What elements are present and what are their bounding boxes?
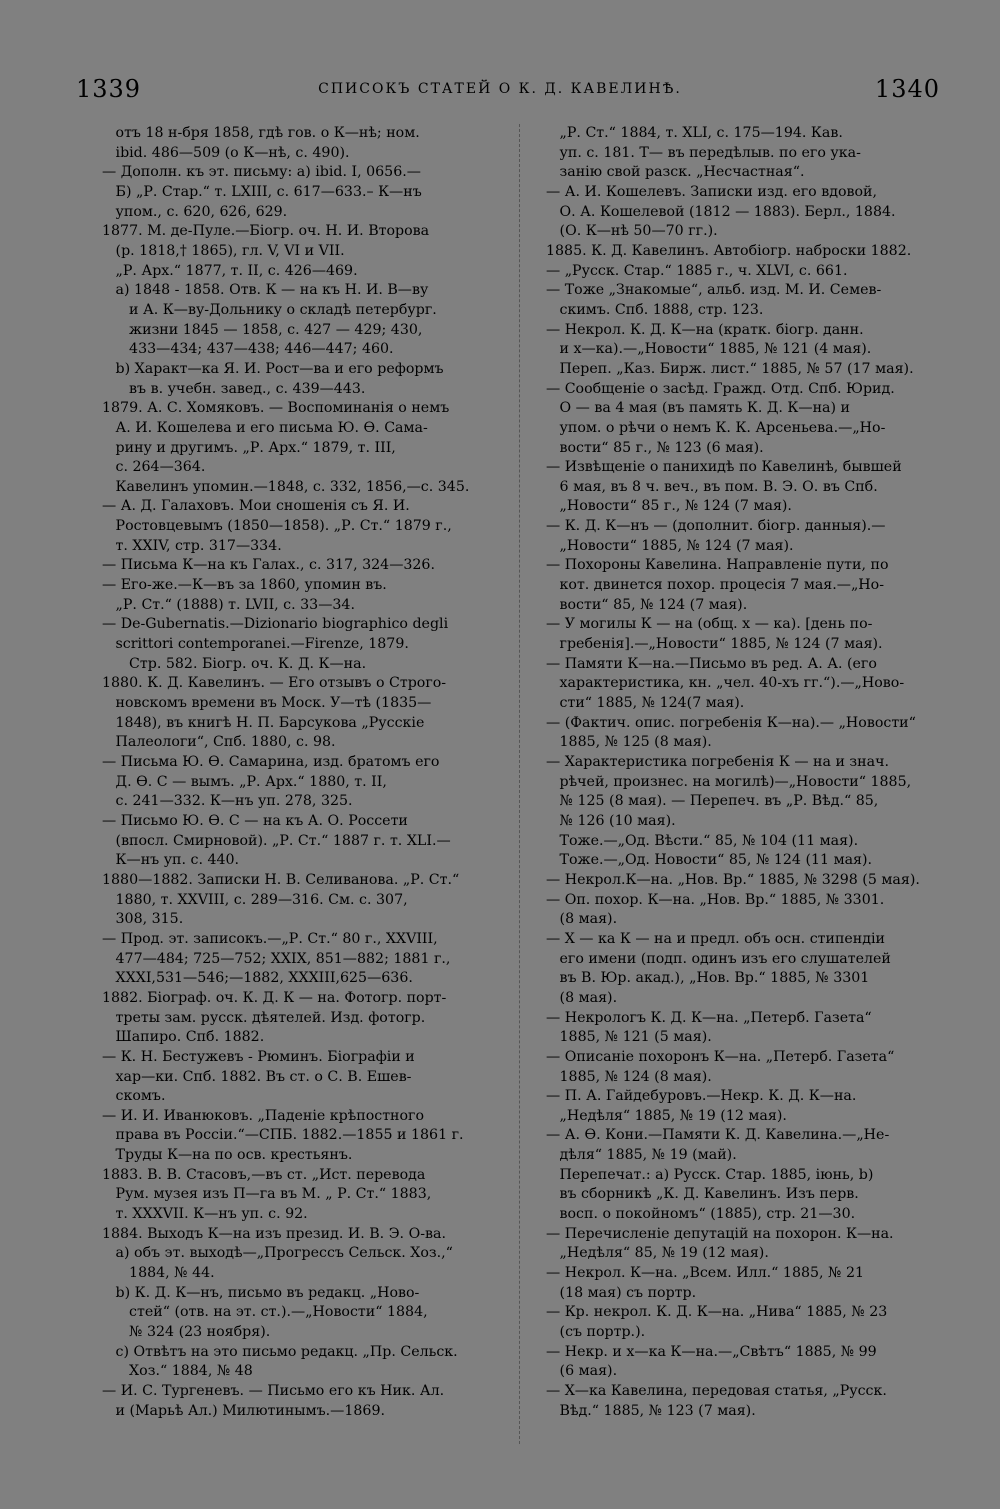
- text-line: вости“ 85 г., № 123 (6 мая).: [546, 439, 764, 456]
- column-divider: [519, 124, 520, 1444]
- text-line: 1885. К. Д. Кавелинъ. Автобіогр. наброски 1882.: [546, 242, 912, 259]
- text-line: „Новости“ 1885, № 124 (7 мая).: [546, 537, 794, 554]
- text-line: 1880—1882. Записки Н. В. Селиванова. „Р. Ст.“: [102, 871, 460, 888]
- text-line: 1884. Выходъ К—на изъ презид. И. В. Э. О-ва.: [102, 1225, 446, 1242]
- text-line: — Некрол. К. Д. К—на (кратк. біогр. данн.: [546, 321, 864, 338]
- text-line: сти“ 1885, № 124(7 мая).: [546, 695, 745, 712]
- text-line: — Письма К—на къ Галах., с. 317, 324—326.: [102, 557, 435, 574]
- text-line: характеристика, кн. „чел. 40-хъ гг.“).—„Ново-: [546, 675, 905, 692]
- text-line: и х—ка).—„Новости“ 1885, № 121 (4 мая).: [546, 341, 872, 358]
- text-line: 1879. А. С. Хомяковъ. — Воспоминанія о немъ: [102, 400, 450, 417]
- text-line: 1883. В. В. Стасовъ,—въ ст. „Ист. перевода: [102, 1166, 426, 1183]
- text-line: т. XXIV, стр. 317—334.: [102, 537, 282, 554]
- text-line: XXXI,531—546;—1882, XXXIII,625—636.: [102, 970, 413, 987]
- text-line: а) объ эт. выходѣ—„Прогрессъ Сельск. Хоз.,“: [102, 1245, 453, 1262]
- text-line: 1848), въ книгѣ Н. П. Барсукова „Русскіе: [102, 714, 425, 731]
- text-line: — Похороны Кавелина. Направленіе пути, по: [546, 557, 889, 574]
- text-line: (8 мая).: [546, 911, 618, 928]
- text-line: жизни 1845 — 1858, с. 427 — 429; 430,: [102, 321, 423, 338]
- text-line: скимъ. Спб. 1888, стр. 123.: [546, 301, 764, 318]
- text-line: и (Марьѣ Ал.) Милютинымъ.—1869.: [102, 1402, 385, 1419]
- text-line: — Характеристика погребенія К — на и знач.: [546, 754, 889, 770]
- text-line: — И. И. Иванюковъ. „Паденіе крѣпостного: [102, 1107, 425, 1124]
- text-line: „Р. Ст.“ (1888) т. LVII, с. 33—34.: [102, 596, 355, 613]
- text-line: Хоз.“ 1884, № 48: [102, 1363, 253, 1380]
- text-line: Тоже.—„Од. Новости“ 85, № 124 (11 мая).: [546, 852, 873, 869]
- running-title: СПИСОКЪ СТАТЕЙ О К. Д. КАВЕЛИНѢ.: [318, 81, 682, 97]
- text-line: — П. А. Гайдебуровъ.—Некр. К. Д. К—на.: [546, 1088, 857, 1105]
- text-line: А. И. Кошелева и его письма Ю. Ѳ. Сама-: [102, 419, 428, 436]
- text-line: новскомъ времени въ Моск. У—тѣ (1835—: [102, 695, 432, 712]
- text-line: Стр. 582. Біогр. оч. К. Д. К—на.: [102, 655, 367, 672]
- text-line: c) Отвѣтъ на это письмо редакц. „Пр. Сельск.: [102, 1343, 458, 1360]
- text-line: b) К. Д. К—нъ, письмо въ редакц. „Ново-: [102, 1284, 420, 1301]
- text-line: хар—ки. Спб. 1882. Въ ст. о С. В. Ешев-: [102, 1068, 412, 1085]
- text-line: упом., с. 620, 626, 629.: [102, 203, 288, 220]
- text-line: 6 мая, въ 8 ч. веч., въ пом. В. Э. О. въ Спб.: [546, 478, 878, 495]
- text-line: (О. К—нѣ 50—70 гг.).: [546, 223, 718, 240]
- text-line: 1882. Біограф. оч. К. Д. К — на. Фотогр. порт-: [102, 989, 447, 1006]
- text-line: О — ва 4 мая (въ память К. Д. К—на) и: [546, 400, 850, 417]
- right-column: [546, 124, 944, 1421]
- text-line: „Недѣля“ 1885, № 19 (12 мая).: [546, 1107, 787, 1124]
- right-page-number: 1340: [874, 75, 940, 103]
- text-line: Кавелинъ упомин.—1848, с. 332, 1856,—с. 345.: [102, 478, 470, 495]
- text-line: — (Фактич. опис. погребенія К—на).— „Новости“: [546, 714, 916, 731]
- text-line: — Описаніе похоронъ К—на. „Петерб. Газета“: [546, 1048, 895, 1065]
- text-line: ibid. 486—509 (о К—нѣ, с. 490).: [102, 144, 350, 161]
- text-line: 1885, № 121 (5 мая).: [546, 1029, 712, 1046]
- text-line: — Некр. и х—ка К—на.—„Свѣтъ“ 1885, № 99: [546, 1343, 877, 1360]
- text-line: — К. Н. Бестужевъ - Рюминъ. Біографіи и: [102, 1048, 415, 1065]
- text-line: — Некрол.К—на. „Нов. Вр.“ 1885, № 3298 (5 мая).: [546, 871, 920, 888]
- text-line: и А. К—ву-Дольнику о складѣ петербург.: [102, 301, 437, 318]
- text-line: Вѣд.“ 1885, № 123 (7 мая).: [546, 1402, 756, 1419]
- text-line: — „Русск. Стар.“ 1885 г., ч. XLVI, с. 661.: [546, 262, 848, 279]
- text-line: Д. Ѳ. С — вымъ. „Р. Арх.“ 1880, т. II,: [102, 773, 387, 790]
- text-line: Перепечат.: a) Русск. Стар. 1885, іюнь, b): [546, 1166, 874, 1183]
- text-line: Б) „Р. Стар.“ т. LXIII, с. 617—633.– К—нъ: [102, 183, 422, 200]
- text-line: „Р. Ст.“ 1884, т. XLI, с. 175—194. Кав.: [546, 125, 843, 141]
- text-line: — Извѣщеніе о панихидѣ по Кавелинѣ, бывшей: [546, 459, 902, 476]
- text-line: 308, 315.: [102, 911, 184, 928]
- text-line: — Памяти К—на.—Письмо въ ред. А. А. (его: [546, 655, 877, 672]
- text-line: № 125 (8 мая). — Перепеч. въ „Р. Вѣд.“ 85,: [546, 793, 879, 810]
- text-line: вости“ 85, № 124 (7 мая).: [546, 596, 748, 613]
- text-line: — И. С. Тургеневъ. — Письмо его къ Ник. Ал.: [102, 1383, 445, 1399]
- text-line: кот. двинется похор. процесія 7 мая.—„Но-: [546, 577, 885, 594]
- text-line: (8 мая).: [546, 989, 618, 1006]
- left-column: [102, 124, 507, 1421]
- text-line: 1884, № 44.: [102, 1265, 215, 1282]
- text-line: стей“ (отв. на эт. ст.).—„Новости“ 1884,: [102, 1304, 428, 1321]
- text-line: дѣля“ 1885, № 19 (май).: [546, 1147, 737, 1164]
- text-line: — Письмо Ю. Ѳ. С — на къ А. О. Россети: [102, 812, 408, 829]
- text-line: его имени (подп. одинъ изъ его слушателей: [546, 950, 891, 967]
- text-line: въ в. учебн. завед., с. 439—443.: [102, 380, 366, 397]
- text-line: — Перечисленіе депутацій на похорон. К—на.: [546, 1225, 894, 1242]
- text-line: въ сборникѣ „К. Д. Кавелинъ. Изъ перв.: [546, 1186, 859, 1203]
- text-line: — De-Gubernatis.—Dizionario biographico degli: [102, 616, 449, 633]
- text-line: scrittori contemporanei.—Firenze, 1879.: [102, 636, 409, 653]
- text-line: Труды К—на по осв. крестьянъ.: [102, 1147, 353, 1164]
- text-line: b) Характ—ка Я. И. Рост—ва и его реформъ: [102, 360, 444, 377]
- text-line: „Недѣля“ 85, № 19 (12 мая).: [546, 1245, 769, 1262]
- text-line: скомъ.: [102, 1088, 166, 1105]
- text-line: — Письма Ю. Ѳ. Самарина, изд. братомъ его: [102, 754, 440, 770]
- text-line: (р. 1818,† 1865), гл. V, VI и VII.: [102, 242, 345, 259]
- text-line: занію свой разск. „Несчастная“.: [546, 164, 805, 181]
- text-line: „Новости“ 85 г., № 124 (7 мая).: [546, 498, 792, 515]
- text-line: № 126 (10 мая).: [546, 812, 676, 829]
- text-line: Тоже.—„Од. Вѣсти.“ 85, № 104 (11 мая).: [546, 832, 859, 849]
- page-header: [0, 76, 1000, 106]
- text-line: треты зам. русск. дѣятелей. Изд. фотогр.: [102, 1009, 426, 1026]
- text-line: К—нъ уп. с. 440.: [102, 852, 240, 869]
- text-line: (впосл. Смирновой). „Р. Ст.“ 1887 г. т. XLI.—: [102, 832, 451, 849]
- text-line: Шапиро. Спб. 1882.: [102, 1029, 265, 1046]
- text-line: (6 мая).: [546, 1363, 618, 1380]
- text-line: — Тоже „Знакомые“, альб. изд. М. И. Семев-: [546, 282, 882, 299]
- text-line: — Кр. некрол. К. Д. К—на. „Нива“ 1885, № 23: [546, 1304, 888, 1321]
- text-line: Переп. „Каз. Бирж. лист.“ 1885, № 57 (17 мая).: [546, 360, 914, 377]
- text-line: упом. о рѣчи о немъ К. К. Арсеньева.—„Но-: [546, 419, 886, 436]
- text-line: (съ портр.).: [546, 1324, 646, 1341]
- text-line: уп. с. 181. Т— въ передѣлыв. по его ука-: [546, 144, 861, 161]
- text-line: гребенія].—„Новости“ 1885, № 124 (7 мая).: [546, 636, 883, 653]
- text-line: — Х—ка Кавелина, передовая статья, „Русск.: [546, 1383, 887, 1399]
- text-line: отъ 18 н-бря 1858, гдѣ гов. о К—нѣ; ном.: [102, 125, 420, 141]
- text-line: — А. И. Кошелевъ. Записки изд. его вдовой,: [546, 183, 877, 200]
- text-line: 1880. К. Д. Кавелинъ. — Его отзывъ о Строго-: [102, 675, 447, 692]
- text-line: 433—434; 437—438; 446—447; 460.: [102, 341, 394, 358]
- text-line: Ростовцевымъ (1850—1858). „Р. Ст.“ 1879 г.,: [102, 518, 452, 535]
- text-line: — Х — ка К — на и предл. объ осн. стипендіи: [546, 930, 885, 947]
- text-line: т. XXXVII. К—нъ уп. с. 92.: [102, 1206, 308, 1223]
- text-line: — Оп. похор. К—на. „Нов. Вр.“ 1885, № 3301.: [546, 891, 885, 908]
- text-line: (18 мая) съ портр.: [546, 1284, 697, 1301]
- text-line: — Дополн. къ эт. письму: а) ibid. I, 0656.—: [102, 164, 421, 181]
- text-line: въ В. Юр. акад.), „Нов. Вр.“ 1885, № 3301: [546, 970, 870, 987]
- text-line: Палеологи“, Спб. 1880, с. 98.: [102, 734, 336, 751]
- text-line: — Некрол. К—на. „Всем. Илл.“ 1885, № 21: [546, 1265, 865, 1282]
- text-line: — Его-же.—К—въ за 1860, упомин въ.: [102, 577, 387, 594]
- text-line: О. А. Кошелевой (1812 — 1883). Берл., 1884.: [546, 203, 896, 220]
- left-page-number: 1339: [76, 75, 142, 103]
- text-line: 1877. М. де-Пуле.—Біогр. оч. Н. И. Второва: [102, 223, 430, 240]
- text-line: восп. о покойномъ“ (1885), стр. 21—30.: [546, 1206, 856, 1223]
- text-line: 1885, № 125 (8 мая).: [546, 734, 712, 751]
- text-line: с. 264—364.: [102, 459, 206, 476]
- text-line: — А. Д. Галаховъ. Мои сношенія съ Я. И.: [102, 498, 410, 515]
- text-line: — Сообщеніе о засѣд. Гражд. Отд. Спб. Юрид.: [546, 380, 895, 397]
- text-line: Рум. музея изъ П—га въ М. „ Р. Ст.“ 1883,: [102, 1186, 432, 1203]
- text-line: — Некрологъ К. Д. К—на. „Петерб. Газета“: [546, 1009, 872, 1026]
- text-line: № 324 (23 ноября).: [102, 1324, 271, 1341]
- text-line: рѣчей, произнес. на могилѣ)—„Новости“ 1885,: [546, 773, 912, 790]
- text-line: — А. Ѳ. Кони.—Памяти К. Д. Кавелина.—„Не-: [546, 1127, 890, 1144]
- text-line: 1880, т. XXVIII, с. 289—316. См. с. 307,: [102, 891, 408, 908]
- text-line: 477—484; 725—752; XXIX, 851—882; 1881 г.,: [102, 950, 451, 967]
- text-line: рину и другимъ. „Р. Арх.“ 1879, т. III,: [102, 439, 396, 456]
- text-line: 1885, № 124 (8 мая).: [546, 1068, 712, 1085]
- text-line: права въ Россіи.“—СПБ. 1882.—1855 и 1861 г.: [102, 1127, 464, 1144]
- text-line: с. 241—332. К—нъ уп. 278, 325.: [102, 793, 353, 810]
- text-line: — У могилы К — на (общ. х — ка). [день по-: [546, 616, 873, 633]
- text-line: — Прод. эт. записокъ.—„Р. Ст.“ 80 г., XXVIII,: [102, 930, 438, 947]
- text-line: „Р. Арх.“ 1877, т. II, с. 426—469.: [102, 262, 358, 279]
- text-line: а) 1848 - 1858. Отв. К — на къ Н. И. В—ву: [102, 282, 429, 299]
- text-line: — К. Д. К—нъ — (дополнит. біогр. данныя).—: [546, 518, 886, 535]
